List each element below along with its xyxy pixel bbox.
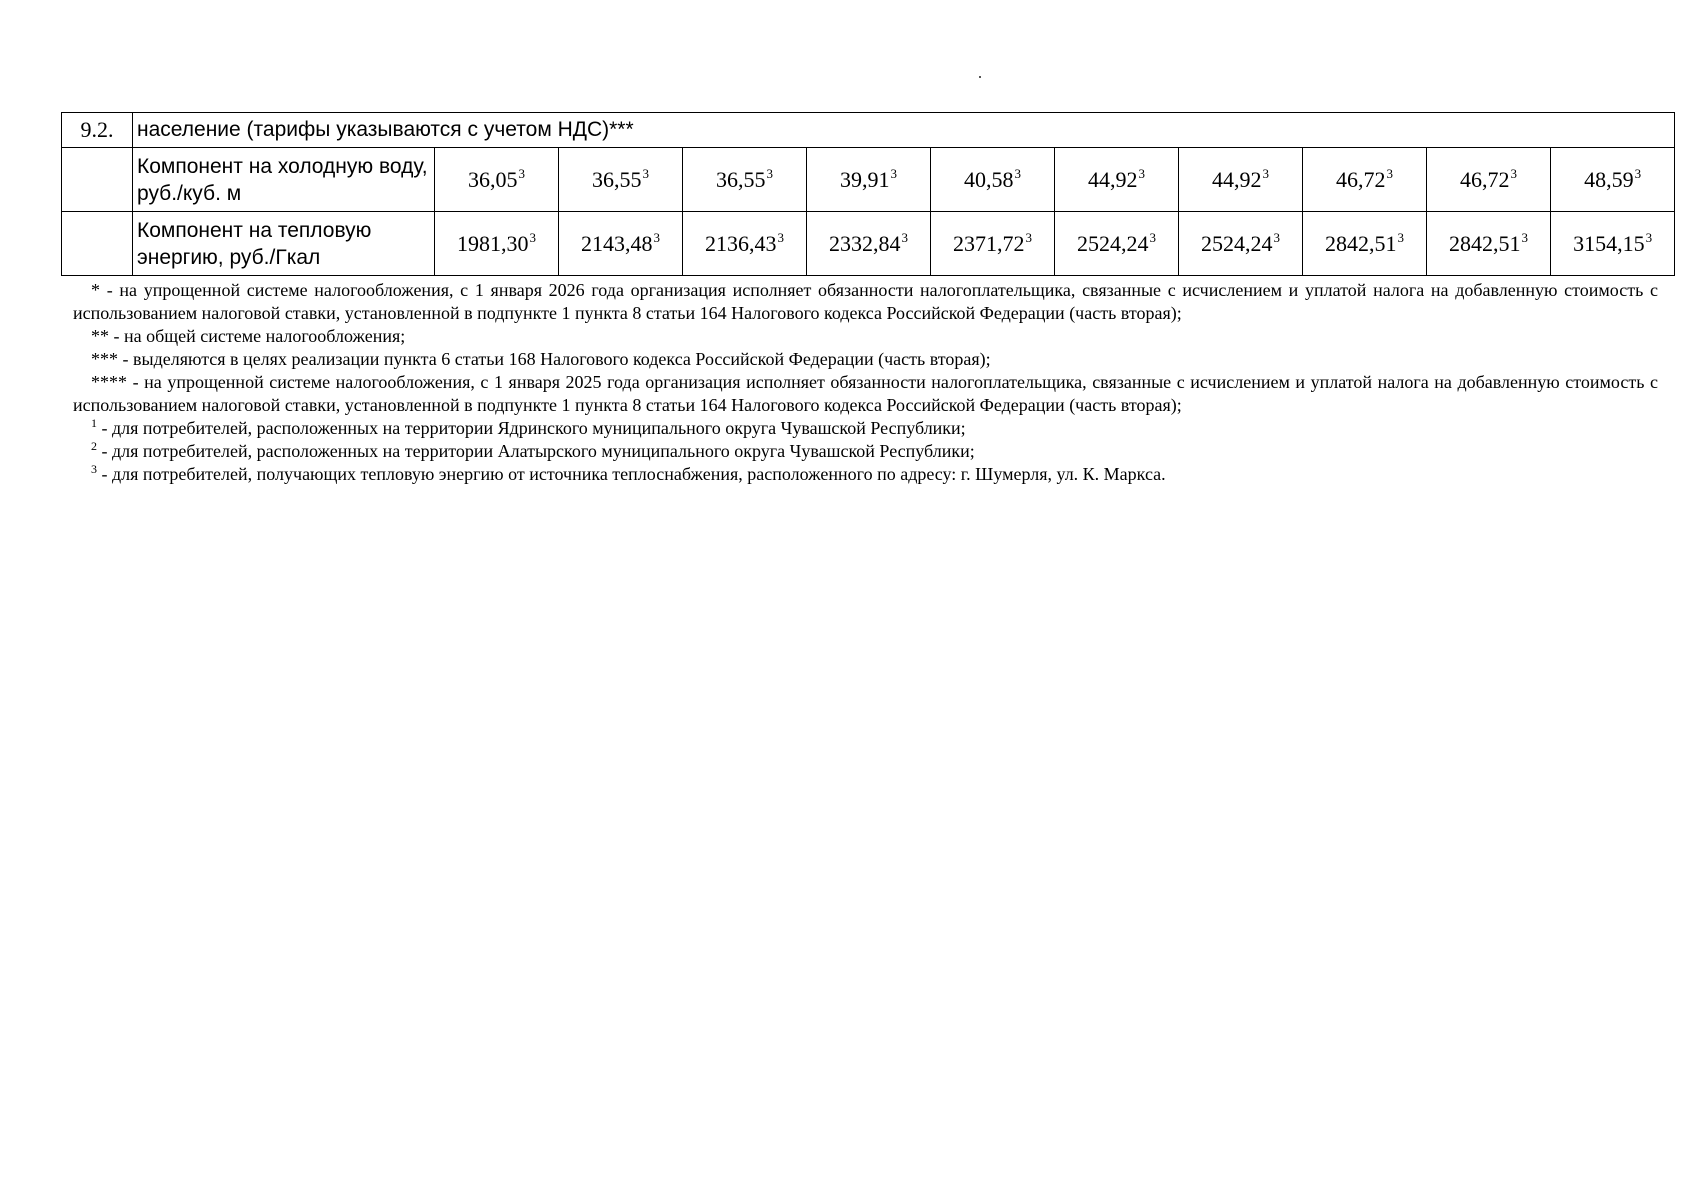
value-cell: 46,72$^3$	[1427, 148, 1551, 212]
value-cell: 2524,24$^3$	[1055, 212, 1179, 276]
row-index-cell	[62, 148, 133, 212]
value-cell: 40,58$^3$	[931, 148, 1055, 212]
footnote: * - на упрощенной системе налогообложения, с 1 января 2026 года организация исполняет обязанности налогоплательщика, связанные с исчислением и уплатой налога на добавленную стоимость с использованием налоговой ставки, установленной в подпункте 1 пункта 8 статьи 164 Налогового кодекса Российской Федерации (часть вторая);	[73, 280, 1658, 323]
row-index-cell	[62, 212, 133, 276]
value-cell: 48,59$^3$	[1551, 148, 1675, 212]
row-label: Компонент на холодную воду, руб./куб. м	[133, 148, 435, 212]
footnote: $^2$ - для потребителей, расположенных на территории Алатырского муниципального округа Чувашской Республики;	[91, 439, 975, 461]
footnote: **** - на упрощенной системе налогообложения, с 1 января 2025 года организация исполняет обязанности налогоплательщика, связанные с исчислением и уплатой налога на добавленную стоимость с использованием налоговой ставки, установленной в подпункте 1 пункта 8 статьи 164 Налогового кодекса Российской Федерации (часть вторая);	[73, 372, 1658, 415]
value-cell: 2842,51$^3$	[1427, 212, 1551, 276]
tariff-table	[61, 112, 1675, 276]
scan-speck	[979, 76, 981, 78]
value-cell: 36,55$^3$	[559, 148, 683, 212]
value-cell: 36,05$^3$	[435, 148, 559, 212]
value-cell: 2136,43$^3$	[683, 212, 807, 276]
value-cell: 44,92$^3$	[1055, 148, 1179, 212]
row-label: Компонент на тепловую энергию, руб./Гкал	[133, 212, 435, 276]
section-row	[62, 113, 1675, 148]
value-cell: 2371,72$^3$	[931, 212, 1055, 276]
section-title: население (тарифы указываются с учетом НДС)***	[133, 113, 1675, 148]
value-cell: 2332,84$^3$	[807, 212, 931, 276]
value-cell: 1981,30$^3$	[435, 212, 559, 276]
footnote: ** - на общей системе налогообложения;	[91, 326, 406, 346]
footnote: *** - выделяются в целях реализации пункта 6 статьи 168 Налогового кодекса Российской Федерации (часть вторая);	[91, 349, 991, 369]
value-cell: 2842,51$^3$	[1303, 212, 1427, 276]
table-row	[62, 148, 1675, 212]
value-cell: 2524,24$^3$	[1179, 212, 1303, 276]
footnote: $^1$ - для потребителей, расположенных на территории Ядринского муниципального округа Чувашской Республики;	[91, 416, 966, 438]
value-cell: 3154,15$^3$	[1551, 212, 1675, 276]
value-cell: 36,55$^3$	[683, 148, 807, 212]
footnote: $^3$ - для потребителей, получающих тепловую энергию от источника теплоснабжения, расположенного по адресу: г. Шумерля, ул. К. Маркса.	[91, 462, 1166, 484]
section-index: 9.2.	[62, 113, 133, 148]
value-cell: 46,72$^3$	[1303, 148, 1427, 212]
footnotes	[73, 279, 1658, 486]
value-cell: 44,92$^3$	[1179, 148, 1303, 212]
value-cell: 2143,48$^3$	[559, 212, 683, 276]
table-row	[62, 212, 1675, 276]
value-cell: 39,91$^3$	[807, 148, 931, 212]
